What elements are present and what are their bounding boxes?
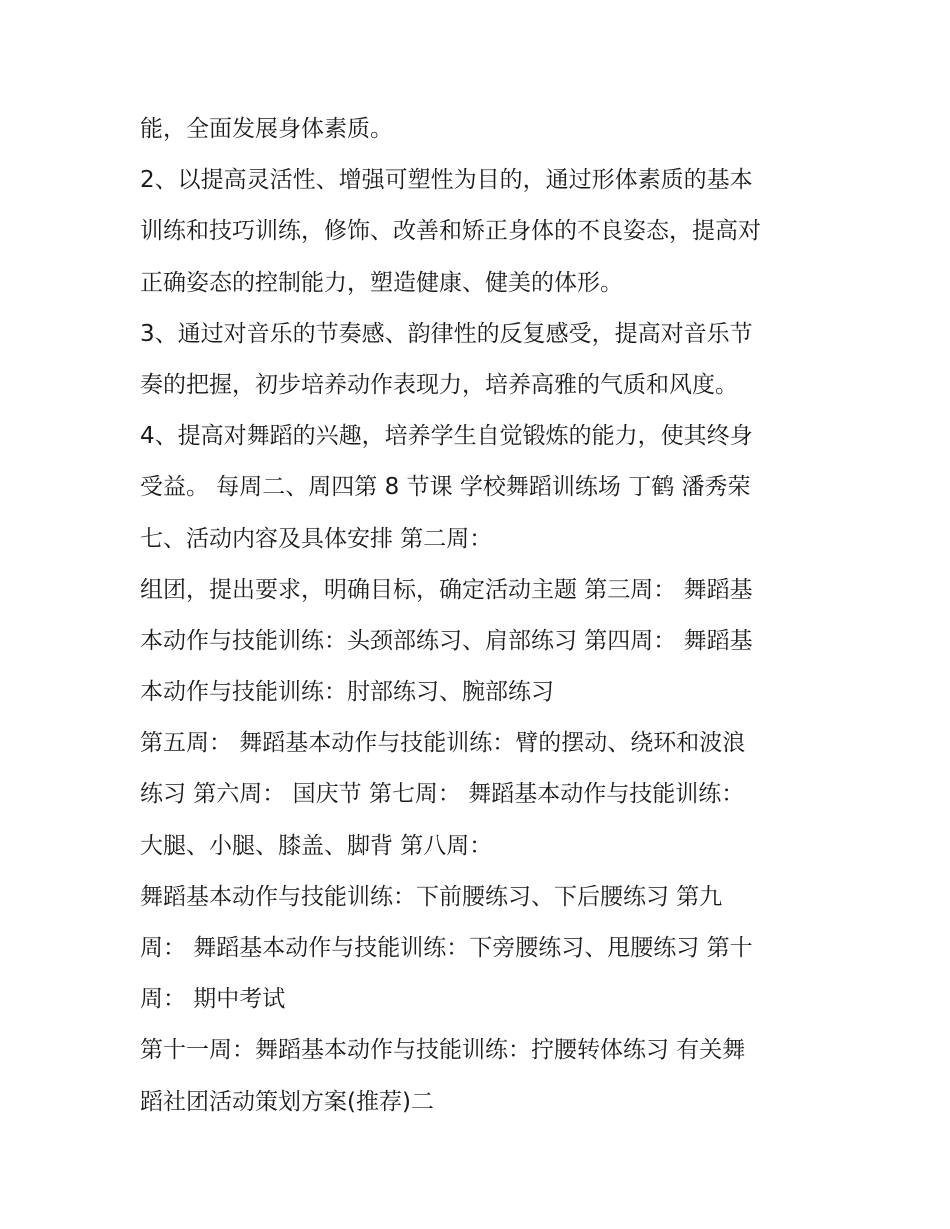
- text-line: 舞蹈基本动作与技能训练：下前腰练习、下后腰练习 第九: [140, 883, 723, 910]
- text-line: 受益。 每周二、周四第 8 节课 学校舞蹈训练场 丁鹤 潘秀荣: [140, 474, 751, 501]
- text-line: 本动作与技能训练：肘部练习、腕部练习: [140, 679, 554, 706]
- text-line: 组团，提出要求，明确目标，确定活动主题 第三周： 舞蹈基: [140, 576, 753, 603]
- text-line: 3、通过对音乐的节奏感、韵律性的反复感受，提高对音乐节: [140, 320, 753, 347]
- text-line: 周： 舞蹈基本动作与技能训练：下旁腰练习、甩腰练习 第十: [140, 935, 753, 961]
- text-line: 第十一周：舞蹈基本动作与技能训练：拧腰转体练习 有关舞: [140, 1037, 746, 1064]
- text-line: 2、以提高灵活性、增强可塑性为目的，通过形体素质的基本: [140, 167, 753, 194]
- text-line: 训练和技巧训练，修饰、改善和矫正身体的不良姿态，提高对: [140, 218, 761, 245]
- text-line: 奏的把握，初步培养动作表现力，培养高雅的气质和风度。: [140, 371, 738, 398]
- text-line: 周： 期中考试: [140, 986, 286, 1013]
- text-line: 七、活动内容及具体安排 第二周：: [140, 525, 493, 552]
- text-line: 4、提高对舞蹈的兴趣，培养学生自觉锻炼的能力，使其终身: [140, 423, 753, 450]
- text-line: 正确姿态的控制能力，塑造健康、健美的体形。: [140, 269, 623, 296]
- text-line: 练习 第六周： 国庆节 第七周： 舞蹈基本动作与技能训练：: [140, 781, 745, 808]
- text-line: 本动作与技能训练：头颈部练习、肩部练习 第四周： 舞蹈基: [140, 627, 753, 654]
- text-line: 能，全面发展身体素质。: [140, 116, 393, 142]
- text-line: 蹈社团活动策划方案(推荐)二: [140, 1088, 434, 1115]
- document-body: [140, 104, 820, 1128]
- text-line: 第五周： 舞蹈基本动作与技能训练：臂的摆动、绕环和波浪: [140, 730, 746, 757]
- text-line: 大腿、小腿、膝盖、脚背 第八周：: [140, 832, 493, 859]
